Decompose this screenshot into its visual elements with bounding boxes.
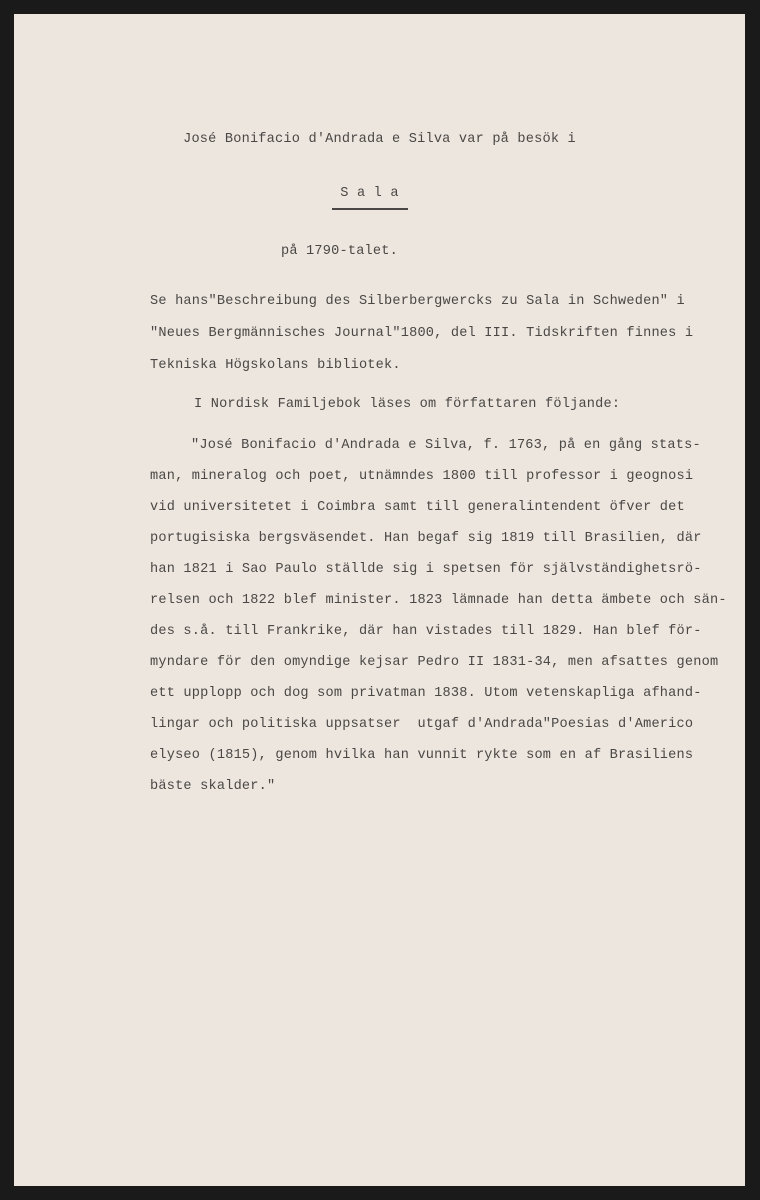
heading-line-3: på 1790-talet.: [280, 244, 398, 259]
quote-line-3: vid universitetet i Coimbra samt till generalintendent öfver det: [150, 500, 685, 515]
quote-line-12: bäste skalder.": [150, 779, 276, 794]
quote-line-8: myndare för den omyndige kejsar Pedro II 1831-34, men afsattes genom: [150, 655, 719, 670]
para2-line: I Nordisk Familjebok läses om författaren följande:: [194, 397, 621, 412]
heading-place: S a l a: [340, 186, 399, 201]
para1-line-3: Tekniska Högskolans bibliotek.: [150, 358, 401, 373]
quote-line-7: des s.å. till Frankrike, där han vistades till 1829. Han blef för-: [150, 624, 702, 639]
para1-line-2: "Neues Bergmännisches Journal"1800, del III. Tidskriften finnes i: [150, 326, 694, 341]
quote-line-9: ett upplopp och dog som privatman 1838. Utom vetenskapliga afhand-: [150, 686, 702, 701]
para1-line-1: Se hans"Beschreibung des Silberbergwercks zu Sala in Schweden" i: [150, 294, 685, 309]
heading-line-1: José Bonifacio d'Andrada e Silva var på besök i: [183, 132, 576, 147]
quote-line-4: portugisiska bergsväsendet. Han begaf sig 1819 till Brasilien, där: [150, 531, 702, 546]
quote-line-6: relsen och 1822 blef minister. 1823 lämnade han detta ämbete och sän-: [150, 593, 727, 608]
quote-line-5: han 1821 i Sao Paulo ställde sig i spetsen för självständighetsrö-: [150, 562, 702, 577]
quote-line-11: elyseo (1815), genom hvilka han vunnit rykte som en af Brasiliens: [150, 748, 694, 763]
title-underline: [332, 208, 408, 210]
paper-sheet: [14, 14, 745, 1186]
quote-line-1: "José Bonifacio d'Andrada e Silva, f. 1763, på en gång stats-: [191, 438, 701, 453]
quote-line-10: lingar och politiska uppsatser utgaf d'Andrada"Poesias d'Americo: [150, 717, 694, 732]
quote-line-2: man, mineralog och poet, utnämndes 1800 till professor i geognosi: [150, 469, 694, 484]
